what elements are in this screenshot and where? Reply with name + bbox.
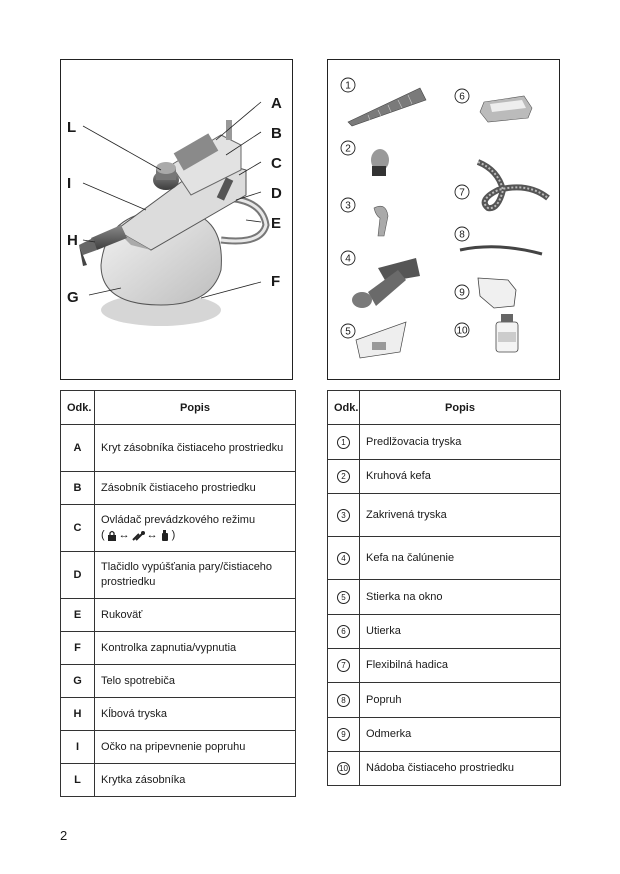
- table-header: [61, 391, 296, 425]
- row-desc: Kruhová kefa: [360, 460, 561, 494]
- table-row: [328, 683, 561, 718]
- arrow-icon: ↔: [118, 529, 130, 541]
- mode-icons-left-paren: (: [101, 529, 105, 541]
- row-desc: Flexibilná hadica: [360, 649, 561, 683]
- row-desc: Očko na pripevnenie popruhu: [95, 731, 296, 764]
- device-illustration: [60, 59, 293, 380]
- row-desc: Zásobník čistiaceho prostriedku: [95, 472, 296, 505]
- row-ref: 10: [337, 762, 350, 775]
- table-row: [328, 425, 561, 460]
- accessory-number-10: 10: [456, 325, 468, 337]
- label-f: F: [271, 273, 281, 290]
- accessory-number-2: 2: [345, 143, 351, 155]
- row-ref: 2: [337, 470, 350, 483]
- row-ref: A: [61, 425, 95, 472]
- row-desc: Stierka na okno: [360, 580, 561, 615]
- accessory-number-6: 6: [459, 91, 465, 103]
- row-ref: L: [61, 764, 95, 797]
- row-desc: Telo spotrebiča: [95, 665, 296, 698]
- page-number: 2: [60, 828, 68, 843]
- col-desc-header: Popis: [95, 391, 296, 425]
- row-ref: F: [61, 632, 95, 665]
- label-b: B: [271, 125, 282, 142]
- row-ref: H: [61, 698, 95, 731]
- detergent-icon: [160, 530, 170, 541]
- table-row: [61, 731, 296, 764]
- row-desc: Kefa na čalúnenie: [360, 537, 561, 580]
- accessory-number-3: 3: [345, 200, 351, 212]
- label-g: G: [67, 289, 79, 306]
- col-ref-header: Odk.: [61, 391, 95, 425]
- accessory-number-1: 1: [345, 80, 351, 92]
- row-desc: Nádoba čistiaceho prostriedku: [360, 752, 561, 786]
- row-ref: G: [61, 665, 95, 698]
- row-ref: D: [61, 552, 95, 599]
- row-desc: Predlžovacia tryska: [360, 425, 561, 460]
- table-row: [328, 460, 561, 494]
- label-h: H: [67, 232, 78, 249]
- accessories-illustration: [327, 59, 560, 380]
- table-row: [61, 599, 296, 632]
- table-row: [328, 494, 561, 537]
- mode-icons-right-paren: ): [171, 529, 176, 541]
- label-a: A: [271, 95, 282, 112]
- parts-table: [60, 390, 296, 797]
- mode-icons: [101, 528, 289, 543]
- row-ref: E: [61, 599, 95, 632]
- row-ref: C: [61, 505, 95, 552]
- row-ref: 4: [337, 552, 350, 565]
- table-row: [328, 580, 561, 615]
- table-header: [328, 391, 561, 425]
- col-ref-header: Odk.: [328, 391, 360, 425]
- row-ref: 5: [337, 591, 350, 604]
- row-ref: 9: [337, 728, 350, 741]
- table-row: [328, 752, 561, 786]
- row-ref: 3: [337, 509, 350, 522]
- row-desc: Rukoväť: [95, 599, 296, 632]
- row-desc: Kryt zásobníka čistiaceho prostriedku: [95, 425, 296, 472]
- row-desc: Krytka zásobníka: [95, 764, 296, 797]
- row-desc: Zakrivená tryska: [360, 494, 561, 537]
- row-desc: Odmerka: [360, 718, 561, 752]
- table-row: [61, 698, 296, 731]
- row-desc-mode: [95, 505, 296, 552]
- table-row: [328, 649, 561, 683]
- table-row: [328, 537, 561, 580]
- table-row: [61, 665, 296, 698]
- row-ref: 1: [337, 436, 350, 449]
- steam-cleaner-drawing: [61, 60, 292, 379]
- row-desc: Ovládač prevádzkového režimu: [101, 514, 256, 526]
- label-d: D: [271, 185, 282, 202]
- row-ref: 8: [337, 694, 350, 707]
- lock-icon: [107, 530, 117, 541]
- row-ref: 6: [337, 625, 350, 638]
- table-row: [61, 425, 296, 472]
- steam-icon: [132, 530, 145, 541]
- table-row: [61, 472, 296, 505]
- label-i: I: [67, 175, 72, 192]
- table-row: [61, 552, 296, 599]
- col-desc-header: Popis: [360, 391, 561, 425]
- accessories-table: [327, 390, 561, 786]
- row-ref: I: [61, 731, 95, 764]
- row-ref: 7: [337, 659, 350, 672]
- table-row: [61, 764, 296, 797]
- label-e: E: [271, 215, 282, 232]
- accessory-number-8: 8: [459, 229, 465, 241]
- row-desc: Kĺbová tryska: [95, 698, 296, 731]
- row-desc: Tlačidlo vypúšťania pary/čistiaceho prostriedku: [95, 552, 296, 599]
- table-row: [61, 505, 296, 552]
- table-row: [328, 718, 561, 752]
- label-c: C: [271, 155, 282, 172]
- row-desc: Kontrolka zapnutia/vypnutia: [95, 632, 296, 665]
- row-ref: B: [61, 472, 95, 505]
- accessory-number-9: 9: [459, 287, 465, 299]
- accessory-number-5: 5: [345, 326, 351, 338]
- table-row: [61, 632, 296, 665]
- arrow-icon: ↔: [146, 529, 158, 541]
- table-row: [328, 615, 561, 649]
- accessories-drawing: [328, 60, 559, 379]
- accessory-number-7: 7: [459, 187, 465, 199]
- row-desc: Utierka: [360, 615, 561, 649]
- label-l: L: [67, 119, 77, 136]
- accessory-number-4: 4: [345, 253, 351, 265]
- row-desc: Popruh: [360, 683, 561, 718]
